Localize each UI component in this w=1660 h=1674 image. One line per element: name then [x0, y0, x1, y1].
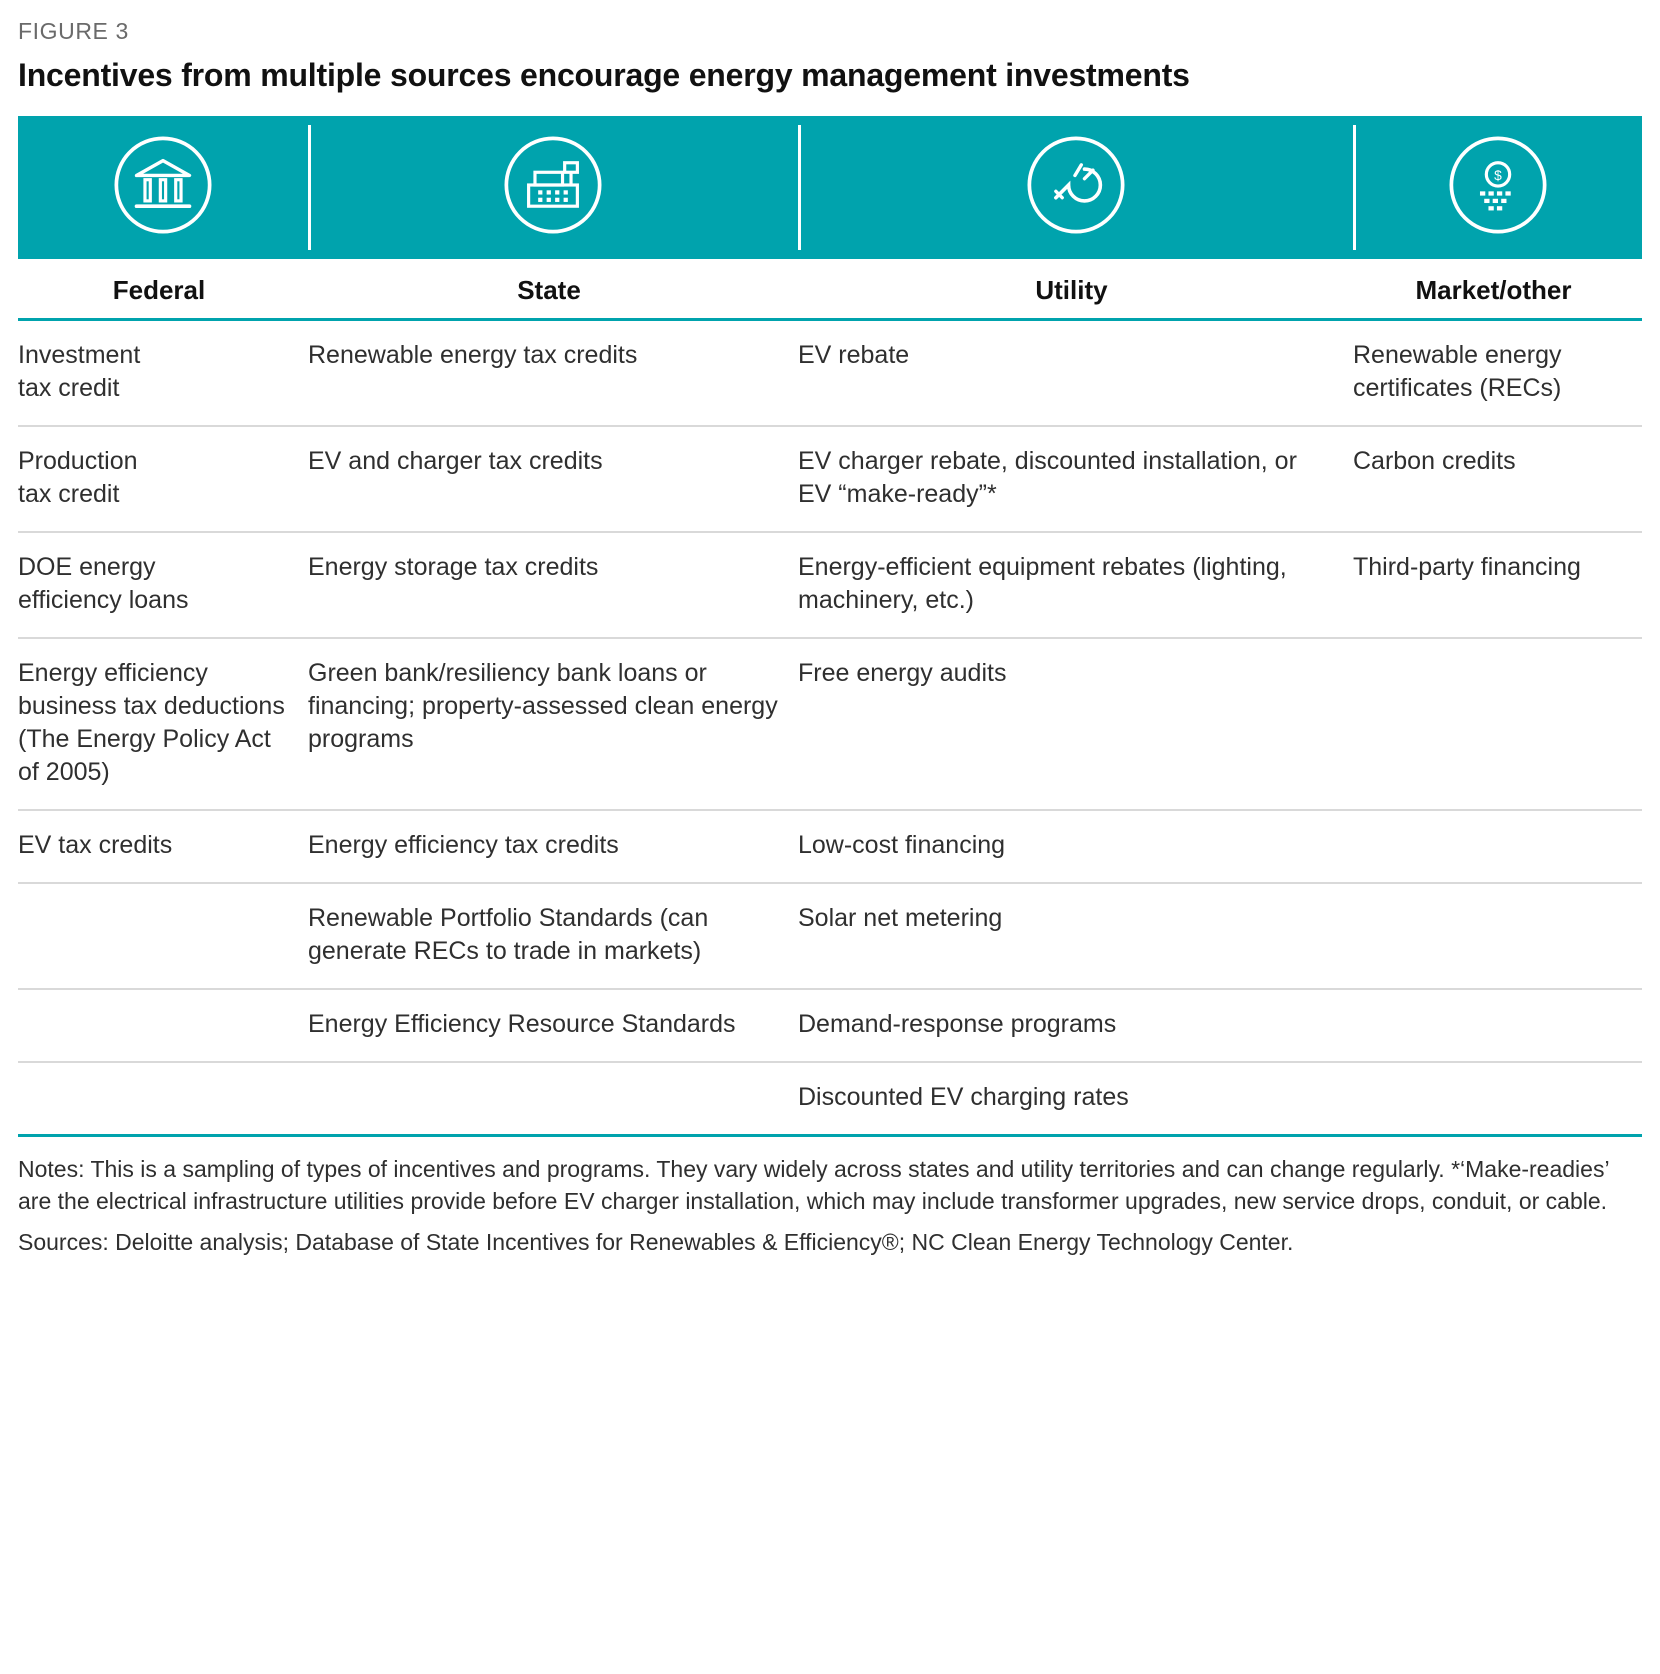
cell-federal: Production tax credit — [18, 426, 308, 532]
cell-state — [308, 1062, 798, 1136]
figure-label: FIGURE 3 — [18, 18, 129, 44]
money-dollar-icon — [1445, 132, 1551, 238]
cell-state: Renewable energy tax credits — [308, 319, 798, 426]
sources-text: Sources: Deloitte analysis; Database of State Incentives for Renewables & Efficiency®; NC Clean Energy Technology Center. — [18, 1229, 1294, 1256]
column-header-state: State — [308, 259, 798, 320]
column-header-utility: Utility — [798, 259, 1353, 320]
power-plug-icon — [1023, 132, 1129, 238]
table-row — [18, 883, 1642, 989]
table-header-row — [18, 259, 1642, 320]
cell-federal — [18, 883, 308, 989]
table-icon-row — [18, 116, 1642, 259]
cell-utility: Low-cost financing — [798, 810, 1353, 883]
cell-market: Carbon credits — [1353, 426, 1642, 532]
table-row — [18, 989, 1642, 1062]
cell-market: Third-party financing — [1353, 532, 1642, 638]
cell-utility: Energy-efficient equipment rebates (lighting, machinery, etc.) — [798, 532, 1353, 638]
svg-text:$: $ — [1493, 168, 1502, 184]
cell-market: Renewable energy certificates (RECs) — [1353, 319, 1642, 426]
table-row — [18, 1062, 1642, 1136]
table-row — [18, 638, 1642, 810]
notes-text: Notes: This is a sampling of types of incentives and programs. They vary widely across states and utility territories and can change regularly. *‘Make-readies’ are the electrical infrastructure utilities provide before EV charger installation, which may include transformer upgrades, new service drops, conduit, or cable. — [18, 1155, 1609, 1215]
figure-title: Incentives from multiple sources encourage energy management investments — [18, 57, 1190, 93]
cell-market — [1353, 810, 1642, 883]
cell-federal — [18, 1062, 308, 1136]
bank-icon — [110, 132, 216, 238]
cell-utility: Demand-response programs — [798, 989, 1353, 1062]
cell-federal: Investment tax credit — [18, 319, 308, 426]
cell-state: Energy Efficiency Resource Standards — [308, 989, 798, 1062]
cell-federal: EV tax credits — [18, 810, 308, 883]
icon-cell-utility — [798, 116, 1353, 259]
icon-cell-market — [1353, 116, 1642, 259]
cell-market — [1353, 1062, 1642, 1136]
cell-state: Green bank/resiliency bank loans or financing; property-assessed clean energy programs — [308, 638, 798, 810]
cell-utility: EV charger rebate, discounted installation, or EV “make-ready”* — [798, 426, 1353, 532]
cell-federal — [18, 989, 308, 1062]
cell-state: EV and charger tax credits — [308, 426, 798, 532]
cell-utility: Solar net metering — [798, 883, 1353, 989]
cell-utility: Free energy audits — [798, 638, 1353, 810]
cash-register-icon — [500, 132, 606, 238]
cell-state: Energy storage tax credits — [308, 532, 798, 638]
incentives-table — [18, 116, 1642, 1137]
cell-market — [1353, 989, 1642, 1062]
cell-market — [1353, 638, 1642, 810]
cell-state: Renewable Portfolio Standards (can generate RECs to trade in markets) — [308, 883, 798, 989]
footer-notes-block — [18, 1153, 1642, 1259]
icon-cell-state — [308, 116, 798, 259]
table-row — [18, 319, 1642, 426]
cell-state: Energy efficiency tax credits — [308, 810, 798, 883]
cell-market — [1353, 883, 1642, 989]
cell-federal: Energy efficiency business tax deductions (The Energy Policy Act of 2005) — [18, 638, 308, 810]
icon-cell-federal — [18, 116, 308, 259]
table-row — [18, 810, 1642, 883]
cell-utility: EV rebate — [798, 319, 1353, 426]
cell-federal: DOE energy efficiency loans — [18, 532, 308, 638]
column-header-market: Market/other — [1353, 259, 1642, 320]
cell-utility: Discounted EV charging rates — [798, 1062, 1353, 1136]
column-header-federal: Federal — [18, 259, 308, 320]
table-row — [18, 532, 1642, 638]
table-row — [18, 426, 1642, 532]
